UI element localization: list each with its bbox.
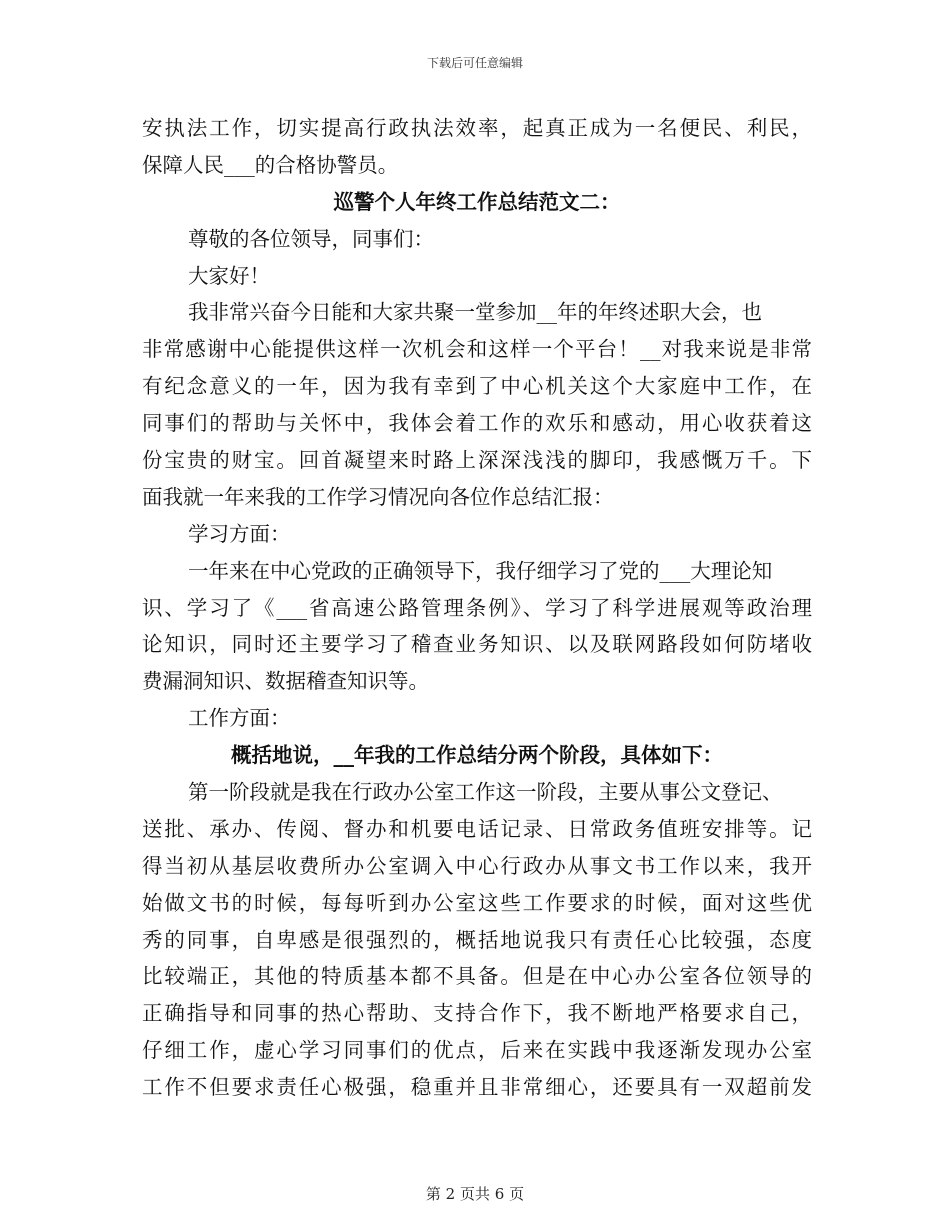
text-line: 秀的同事，自卑感是很强烈的，概括地说我只有责任心比较强，态度 (142, 927, 812, 952)
text-line: 保障人民___的合格协警员。 (142, 152, 399, 177)
text-line: 工作不但要求责任心极强，稳重并且非常细心，还要具有一双超前发 (142, 1075, 812, 1100)
text-line: 送批、承办、传阅、督办和机要电话记录、日常政务值班安排等。记 (142, 816, 812, 841)
text-line: 正确指导和同事的热心帮助、支持合作下，我不断地严格要求自己， (142, 1001, 812, 1026)
document-body (142, 110, 812, 1106)
text-line: 一年来在中心党政的正确领导下，我仔细学习了党的___大理论知 (188, 558, 773, 583)
text-line: 安执法工作，切实提高行政执法效率，起真正成为一名便民、利民， (142, 116, 812, 140)
text-line: 份宝贵的财宝。回首凝望来时路上深深浅浅的脚印，我感慨万千。下 (142, 448, 812, 473)
text-line: 同事们的帮助与关怀中，我体会着工作的欢乐和感动，用心收获着这 (142, 411, 812, 436)
text-line: 我非常兴奋今日能和大家共聚一堂参加__年的年终述职大会，也 (188, 300, 762, 325)
text-line: 第一阶段就是我在行政办公室工作这一阶段，主要从事公文登记、 (188, 780, 783, 805)
text-line: 尊敬的各位领导，同事们： (188, 226, 434, 251)
section-heading: 概括地说，__年我的工作总结分两个阶段，具体如下： (231, 743, 723, 768)
text-line: 大家好！ (188, 263, 270, 288)
text-line: 学习方面： (188, 521, 291, 546)
section-heading: 巡警个人年终工作总结范文二： (333, 189, 621, 214)
page-footer: 第 2 页共 6 页 (425, 1185, 525, 1203)
text-line: 识、学习了《___省高速公路管理条例》、学习了科学进展观等政治理 (142, 595, 812, 620)
text-line: 费漏洞知识、数据稽查知识等。 (142, 669, 429, 694)
text-line: 仔细工作，虚心学习同事们的优点，后来在实践中我逐渐发现办公室 (142, 1038, 812, 1063)
text-line: 有纪念意义的一年，因为我有幸到了中心机关这个大家庭中工作，在 (142, 374, 812, 399)
text-line: 非常感谢中心能提供这样一次机会和这样一个平台！__对我来说是非常 (142, 337, 812, 362)
text-line: 比较端正，其他的特质基本都不具备。但是在中心办公室各位领导的 (142, 964, 812, 989)
text-line: 得当初从基层收费所办公室调入中心行政办从事文书工作以来，我开 (142, 853, 812, 878)
text-line: 面我就一年来我的工作学习情况向各位作总结汇报： (142, 484, 614, 509)
text-line: 始做文书的时候，每每听到办公室这些工作要求的时候，面对这些优 (142, 890, 812, 915)
page-header: 下载后可任意编辑 (426, 56, 523, 70)
text-line: 工作方面： (188, 706, 291, 731)
text-line: 论知识，同时还主要学习了稽查业务知识、以及联网路段如何防堵收 (142, 632, 812, 657)
